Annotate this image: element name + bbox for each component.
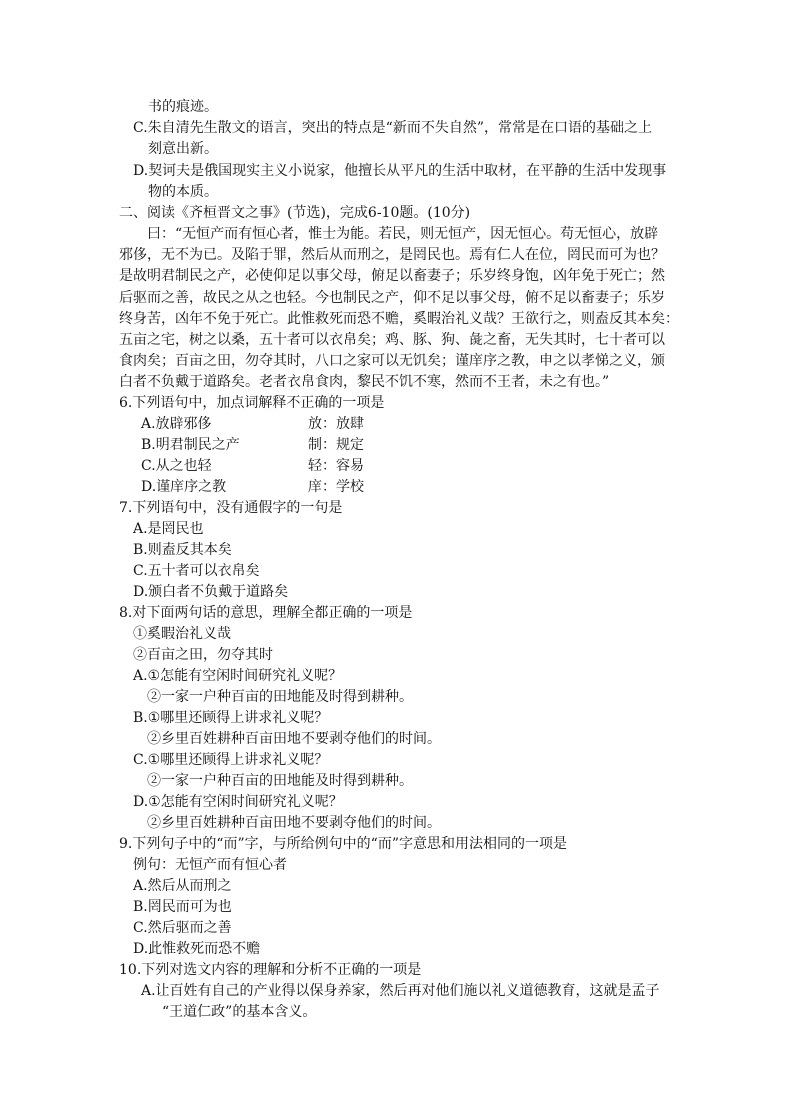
question-9: 9.下列句子中的“而”字，与所给例句中的“而”字意思和用法相同的一项是	[119, 836, 567, 852]
passage-line: 是故明君制民之产，必使仰足以事父母，俯足以畜妻子；乐岁终身饱，凶年免于死亡；然	[119, 268, 665, 284]
question-8: 8.对下面两句话的意思，理解全都正确的一项是	[119, 605, 413, 621]
option-text: B.明君制民之产	[141, 437, 240, 453]
option-gloss: 庠：学校	[308, 479, 364, 495]
q8-option-c-2: ②一家一户种百亩的田地能及时得到耕种。	[147, 773, 413, 789]
question-6: 6.下列语句中，加点词解释不正确的一项是	[119, 395, 385, 411]
option-c: C.朱自清先生散文的语言，突出的特点是“新而不失自然”，常常是在口语的基础之上	[133, 120, 652, 136]
option-text: D.谨庠序之教	[141, 479, 227, 495]
q9-example: 例句：无恒产而有恒心者	[133, 857, 287, 873]
passage-line: 曰：“无恒产而有恒心者，惟士为能。若民，则无恒产，因无恒心。苟无恒心，放辟	[147, 226, 659, 242]
option-text: A.放辟邪侈	[141, 416, 212, 432]
q8-option-b-2: ②乡里百姓耕种百亩田地不要剥夺他们的时间。	[147, 731, 441, 747]
q8-option-d-2: ②乡里百姓耕种百亩田地不要剥夺他们的时间。	[147, 815, 441, 831]
q7-option-a: A.是罔民也	[133, 521, 204, 537]
q9-option-b: B.罔民而可为也	[133, 899, 232, 915]
q8-option-b: B.①哪里还顾得上讲求礼义呢？	[133, 710, 329, 726]
q8-option-c: C.①哪里还顾得上讲求礼义呢？	[133, 752, 329, 768]
q8-option-a-2: ②一家一户种百亩的田地能及时得到耕种。	[147, 689, 413, 705]
q7-option-d: D.颁白者不负戴于道路矣	[133, 584, 289, 600]
option-gloss: 制：规定	[308, 437, 364, 453]
option-text: C.从之也轻	[141, 458, 212, 474]
option-gloss: 放：放肆	[308, 416, 364, 432]
passage-line: 五亩之宅，树之以桑，五十者可以衣帛矣；鸡、豚、狗、彘之畜，无失其时，七十者可以	[119, 332, 665, 348]
q7-option-b: B.则盍反其本矣	[133, 542, 232, 558]
q9-option-c: C.然后驱而之善	[133, 920, 232, 936]
q8-option-a: A.①怎能有空闲时间研究礼义呢？	[133, 668, 343, 684]
q10-option-a: A.让百姓有自己的产业得以保身养家，然后再对他们施以礼义道德教育，这就是孟子	[141, 983, 660, 999]
q9-option-a: A.然后从而刑之	[133, 878, 232, 894]
question-10: 10.下列对选文内容的理解和分析不正确的一项是	[119, 962, 422, 978]
text-line: 刻意出新。	[148, 141, 218, 157]
option-gloss: 轻：容易	[308, 458, 364, 474]
q8-option-d: D.①怎能有空闲时间研究礼义呢？	[133, 794, 343, 810]
passage-line: 邪侈，无不为已。及陷于罪，然后从而刑之，是罔民也。焉有仁人在位，罔民而可为也？	[119, 247, 665, 263]
option-d: D.契诃夫是俄国现实主义小说家，他擅长从平凡的生活中取材，在平静的生活中发现事	[133, 163, 667, 179]
passage-line: 食肉矣；百亩之田，勿夺其时，八口之家可以无饥矣；谨庠序之教，申之以孝悌之义，颁	[119, 353, 665, 369]
q9-option-d: D.此惟救死而恐不赡	[133, 941, 261, 957]
q8-sentence-2: ②百亩之田，勿夺其时	[133, 647, 273, 663]
text-line: 物的本质。	[148, 184, 218, 200]
q10-option-a-2: “王道仁政”的基本含义。	[162, 1004, 317, 1020]
passage-line: 终身苦，凶年不免于死亡。此惟救死而恐不赡，奚暇治礼义哉？王欲行之，则盍反其本矣：	[119, 311, 679, 327]
section-heading: 二、阅读《齐桓晋文之事》(节选)，完成6-10题。(10分)	[119, 205, 471, 221]
passage-line: 后驱而之善，故民之从之也轻。今也制民之产，仰不足以事父母，俯不足以畜妻子；乐岁	[119, 290, 665, 306]
question-7: 7.下列语句中，没有通假字的一句是	[119, 500, 343, 516]
q7-option-c: C.五十者可以衣帛矣	[133, 563, 260, 579]
passage-line: 白者不负戴于道路矣。老者衣帛食肉，黎民不饥不寒，然而不王者，未之有也。”	[119, 374, 610, 390]
q8-sentence-1: ①奚暇治礼义哉	[133, 626, 231, 642]
text-line: 书的痕迹。	[148, 99, 218, 115]
